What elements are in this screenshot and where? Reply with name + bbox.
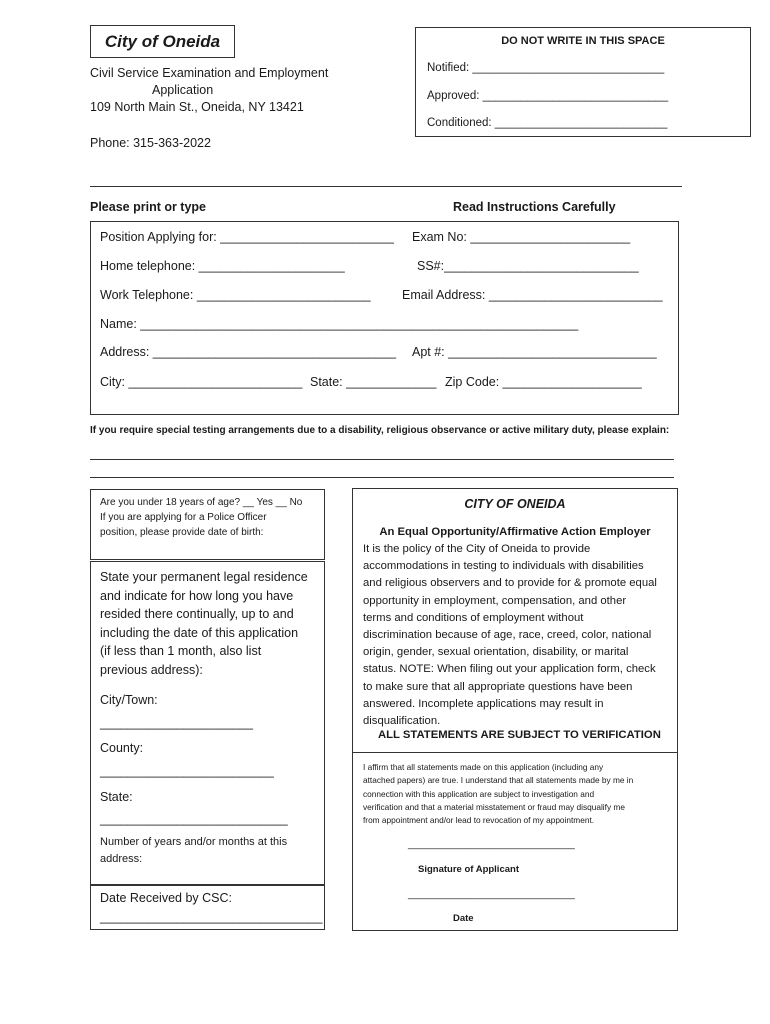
date-received-label: Date Received by CSC: [100, 891, 233, 905]
city-town-field[interactable]: ______________________ [100, 716, 253, 730]
policy-line: disqualification. [363, 715, 441, 728]
notified-field: Notified: ______________________________ [427, 62, 665, 74]
policy-line: origin, gender, sexual orientation, disability, or marital [363, 646, 629, 659]
state-res-field[interactable]: ___________________________ [100, 812, 288, 826]
exam-no-field[interactable]: Exam No: _______________________ [412, 230, 631, 244]
state-field[interactable]: State: _____________ [310, 375, 437, 389]
affirm-line: connection with this application are subject to investigation and [363, 788, 595, 799]
age-question[interactable]: Are you under 18 years of age? __ Yes __ No [100, 497, 303, 508]
policy-line: terms and conditions of employment without [363, 611, 584, 624]
email-field[interactable]: Email Address: _________________________ [402, 288, 663, 302]
eoe-divider [353, 752, 677, 753]
special-arrangements-label: If you require special testing arrangements due to a disability, religious observance or active military duty, please explain: [90, 425, 670, 436]
read-instructions-label: Read Instructions Carefully [453, 200, 616, 214]
police-officer-note-2: position, please provide date of birth: [100, 527, 264, 538]
affirm-line: verification and that a material misstatement or fraud may disqualify me [363, 801, 625, 812]
header-divider [90, 186, 682, 187]
county-field[interactable]: _________________________ [100, 764, 274, 778]
police-officer-note-1: If you are applying for a Police Officer [100, 512, 267, 523]
affirm-line: from appointment and/or lead to revocation of my appointment. [363, 815, 595, 826]
home-phone-field[interactable]: Home telephone: _____________________ [100, 259, 345, 273]
residence-instruction-1: State your permanent legal residence [100, 570, 308, 584]
form-title-line2: Application [152, 83, 214, 97]
years-at-address-label-2: address: [100, 853, 143, 865]
policy-line: discrimination because of age, race, creed, color, national [363, 629, 652, 642]
date-received-field[interactable]: ________________________________ [100, 910, 323, 924]
date-received-box [90, 885, 325, 930]
office-use-heading: DO NOT WRITE IN THIS SPACE [501, 35, 665, 47]
work-phone-field[interactable]: Work Telephone: _________________________ [100, 288, 371, 302]
policy-line: accommodations in testing to individuals with disabilities [363, 560, 644, 573]
applicant-info-box [90, 221, 679, 415]
verification-notice: ALL STATEMENTS ARE SUBJECT TO VERIFICATION [378, 729, 661, 741]
eoe-subheading: An Equal Opportunity/Affirmative Action Employer [379, 526, 651, 538]
conditioned-field: Conditioned: ___________________________ [427, 117, 668, 129]
city-phone: Phone: 315-363-2022 [90, 136, 211, 150]
date-field[interactable]: ______________________________ [408, 889, 575, 900]
residence-instruction-2: and indicate for how long you have [100, 588, 294, 603]
policy-line: answered. Incomplete applications may result in [363, 697, 604, 710]
policy-line: and religious observers and to provide for & promote equal [363, 577, 657, 590]
form-title-line1: Civil Service Examination and Employment [90, 66, 329, 80]
residence-instruction-6: previous address): [100, 662, 203, 677]
zip-field[interactable]: Zip Code: ____________________ [445, 375, 642, 389]
years-at-address-label-1: Number of years and/or months at this [100, 836, 288, 848]
ssn-field[interactable]: SS#:____________________________ [417, 259, 639, 273]
print-or-type-label: Please print or type [90, 200, 207, 214]
city-field[interactable]: City: _________________________ [100, 375, 303, 389]
position-field[interactable]: Position Applying for: _________________________ [100, 230, 395, 244]
residence-instruction-4: including the date of this application [100, 625, 299, 640]
eoe-heading: CITY OF ONEIDA [464, 497, 566, 511]
city-address: 109 North Main St., Oneida, NY 13421 [90, 100, 304, 114]
policy-line: It is the policy of the City of Oneida to provide [363, 543, 591, 555]
eoe-box [352, 488, 678, 931]
residence-box [90, 561, 325, 885]
city-town-label: City/Town: [100, 693, 158, 707]
special-arrangements-line-1[interactable] [90, 459, 674, 460]
affirm-line: attached papers) are true. I understand that all statements made by me in [363, 775, 634, 786]
address-field[interactable]: Address: ___________________________________ [100, 345, 397, 359]
county-label: County: [100, 741, 144, 755]
residence-instruction-5: (if less than 1 month, also list [100, 644, 262, 658]
name-field[interactable]: Name: _______________________________________________________________ [100, 317, 579, 331]
signature-label: Signature of Applicant [418, 864, 519, 875]
policy-line: to make sure that all appropriate questions have been [363, 680, 633, 693]
policy-line: opportunity in employment, compensation, and other [363, 594, 627, 607]
office-use-box [415, 27, 751, 137]
signature-field[interactable]: ______________________________ [408, 839, 575, 850]
policy-line: status. NOTE: When filing out your application form, check [363, 663, 656, 676]
apt-field[interactable]: Apt #: ______________________________ [412, 345, 657, 359]
residence-instruction-3: resided there continually, up to and [100, 607, 294, 621]
city-title: City of Oneida [90, 25, 235, 58]
approved-field: Approved: _____________________________ [427, 90, 669, 102]
date-label: Date [453, 913, 474, 924]
affirmation-text [363, 761, 633, 827]
age-box [90, 489, 325, 560]
special-arrangements-line-2[interactable] [90, 477, 674, 478]
state-label: State: [100, 790, 133, 804]
eoe-policy [363, 541, 657, 730]
affirm-line: I affirm that all statements made on this application (including any [363, 762, 604, 772]
